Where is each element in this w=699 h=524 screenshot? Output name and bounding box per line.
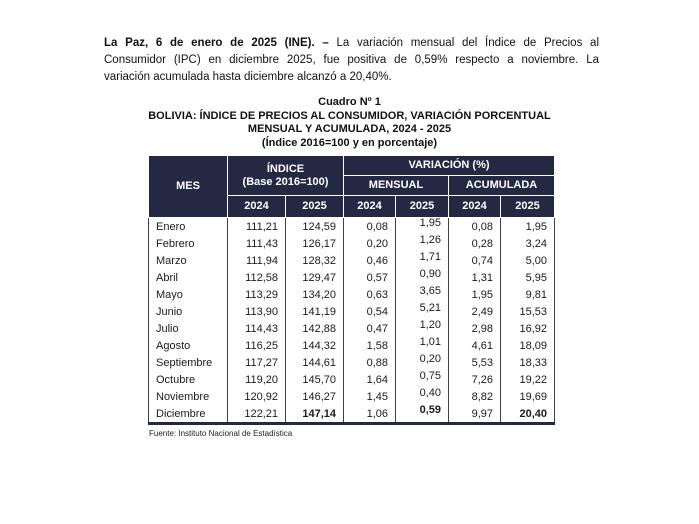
mensual-2024-cell: 0,20 (344, 235, 396, 252)
table-row (149, 269, 555, 286)
acumulada-2024-cell: 4,61 (449, 337, 501, 354)
indice-2025-cell: 147,14 (286, 405, 344, 424)
acumulada-2025-cell: 20,40 (501, 405, 555, 424)
header-year-mensual-2025: 2025 (396, 196, 449, 218)
mes-cell: Enero (149, 218, 228, 236)
mes-cell: Agosto (149, 337, 228, 354)
acumulada-2024-cell: 0,74 (449, 252, 501, 269)
source-note: Fuente: Instituto Nacional de Estadística (149, 429, 293, 438)
mensual-2024-cell: 0,63 (344, 286, 396, 303)
indice-2025-cell: 128,32 (286, 252, 344, 269)
table-row (149, 371, 555, 388)
mensual-2025-cell: 0,90 (396, 269, 449, 286)
acumulada-2024-cell: 0,28 (449, 235, 501, 252)
mes-cell: Abril (149, 269, 228, 286)
mensual-2024-cell: 1,45 (344, 388, 396, 405)
indice-2024-cell: 111,43 (228, 235, 286, 252)
table-row (149, 235, 555, 252)
mensual-2025-cell: 1,26 (396, 235, 449, 252)
indice-2024-cell: 122,21 (228, 405, 286, 424)
mensual-2024-cell: 0,08 (344, 218, 396, 236)
header-variacion: VARIACIÓN (%) (344, 156, 555, 176)
table-row (149, 388, 555, 405)
indice-2025-cell: 126,17 (286, 235, 344, 252)
mensual-2025-cell: 0,40 (396, 388, 449, 405)
mes-cell: Septiembre (149, 354, 228, 371)
mensual-2025-cell: 1,01 (396, 337, 449, 354)
acumulada-2024-cell: 1,95 (449, 286, 501, 303)
acumulada-2024-cell: 8,82 (449, 388, 501, 405)
table-row (149, 218, 555, 236)
mes-cell: Julio (149, 320, 228, 337)
table-subtitle: (Índice 2016=100 y en porcentaje) (261, 136, 438, 149)
header-indice-line2: (Base 2016=100) (242, 175, 329, 188)
header-year-indice-2024: 2024 (228, 196, 286, 218)
acumulada-2025-cell: 18,33 (501, 354, 555, 371)
acumulada-2024-cell: 2,49 (449, 303, 501, 320)
header-mensual: MENSUAL (344, 176, 449, 196)
mensual-2025-cell: 5,21 (396, 303, 449, 320)
mensual-2024-cell: 1,06 (344, 405, 396, 424)
table-row (149, 303, 555, 320)
table-row (149, 354, 555, 371)
indice-2025-cell: 134,20 (286, 286, 344, 303)
indice-2025-cell: 144,61 (286, 354, 344, 371)
mensual-2024-cell: 1,64 (344, 371, 396, 388)
header-year-mensual-2024: 2024 (344, 196, 396, 218)
table-row (149, 337, 555, 354)
mes-cell: Junio (149, 303, 228, 320)
table-row (149, 286, 555, 303)
mes-cell: Febrero (149, 235, 228, 252)
acumulada-2024-cell: 2,98 (449, 320, 501, 337)
table-number: Cuadro Nº 1 (318, 96, 381, 108)
header-indice-line1: ÍNDICE (266, 163, 305, 175)
intro-dateline: La Paz, 6 de enero de 2025 (INE). – (104, 36, 329, 49)
acumulada-2024-cell: 5,53 (449, 354, 501, 371)
indice-2024-cell: 114,43 (228, 320, 286, 337)
indice-2024-cell: 111,21 (228, 218, 286, 236)
mes-cell: Diciembre (149, 405, 228, 424)
header-indice (228, 156, 344, 196)
indice-2024-cell: 112,58 (228, 269, 286, 286)
indice-2024-cell: 113,90 (228, 303, 286, 320)
table-title-line-1: BOLIVIA: ÍNDICE DE PRECIOS AL CONSUMIDOR, VARIACIÓN PORCENTUAL (148, 109, 551, 122)
indice-2025-cell: 142,88 (286, 320, 344, 337)
table-row (149, 320, 555, 337)
acumulada-2024-cell: 1,31 (449, 269, 501, 286)
indice-2025-cell: 144,32 (286, 337, 344, 354)
acumulada-2025-cell: 18,09 (501, 337, 555, 354)
mensual-2025-cell: 1,20 (396, 320, 449, 337)
table-body (149, 218, 555, 424)
acumulada-2025-cell: 5,00 (501, 252, 555, 269)
mes-cell: Octubre (149, 371, 228, 388)
mensual-2024-cell: 0,88 (344, 354, 396, 371)
mensual-2024-cell: 0,47 (344, 320, 396, 337)
mensual-2025-cell: 1,71 (396, 252, 449, 269)
acumulada-2025-cell: 15,53 (501, 303, 555, 320)
table-row (149, 252, 555, 269)
indice-2024-cell: 111,94 (228, 252, 286, 269)
mensual-2025-cell: 1,95 (396, 218, 449, 236)
header-year-acumulada-2024: 2024 (449, 196, 501, 218)
intro-line-1-text: La variación mensual del Índice de Precios al (328, 36, 599, 49)
acumulada-2024-cell: 0,08 (449, 218, 501, 236)
acumulada-2025-cell: 19,22 (501, 371, 555, 388)
mes-cell: Marzo (149, 252, 228, 269)
mensual-2024-cell: 1,58 (344, 337, 396, 354)
indice-2025-cell: 141,19 (286, 303, 344, 320)
indice-2025-cell: 124,59 (286, 218, 344, 236)
mensual-2024-cell: 0,54 (344, 303, 396, 320)
intro-paragraph (104, 35, 599, 87)
indice-2024-cell: 113,29 (228, 286, 286, 303)
mensual-2025-cell: 0,20 (396, 354, 449, 371)
acumulada-2025-cell: 9,81 (501, 286, 555, 303)
acumulada-2025-cell: 16,92 (501, 320, 555, 337)
indice-2025-cell: 146,27 (286, 388, 344, 405)
ipc-table (148, 155, 555, 425)
header-year-acumulada-2025: 2025 (501, 196, 555, 218)
acumulada-2024-cell: 7,26 (449, 371, 501, 388)
table-row (149, 405, 555, 424)
header-acumulada: ACUMULADA (449, 176, 555, 196)
acumulada-2025-cell: 1,95 (501, 218, 555, 236)
mes-cell: Mayo (149, 286, 228, 303)
indice-2024-cell: 120,92 (228, 388, 286, 405)
indice-2025-cell: 145,70 (286, 371, 344, 388)
table-title-block (0, 96, 699, 150)
acumulada-2025-cell: 19,69 (501, 388, 555, 405)
mes-cell: Noviembre (149, 388, 228, 405)
indice-2024-cell: 116,25 (228, 337, 286, 354)
indice-2024-cell: 119,20 (228, 371, 286, 388)
mensual-2025-cell: 0,59 (396, 405, 449, 424)
mensual-2024-cell: 0,57 (344, 269, 396, 286)
acumulada-2024-cell: 9,97 (449, 405, 501, 424)
intro-line-3: variación acumulada hasta diciembre alcanzó a 20,40%. (104, 71, 392, 84)
mensual-2024-cell: 0,46 (344, 252, 396, 269)
acumulada-2025-cell: 5,95 (501, 269, 555, 286)
header-mes: MES (149, 156, 228, 218)
mensual-2025-cell: 0,75 (396, 371, 449, 388)
intro-line-2: Consumidor (IPC) en diciembre 2025, fue positiva de 0,59% respecto a noviembre. La (104, 53, 599, 66)
indice-2025-cell: 129,47 (286, 269, 344, 286)
mensual-2025-cell: 3,65 (396, 286, 449, 303)
indice-2024-cell: 117,27 (228, 354, 286, 371)
acumulada-2025-cell: 3,24 (501, 235, 555, 252)
intro-line-1 (104, 35, 599, 52)
table-title-line-2: MENSUAL Y ACUMULADA, 2024 - 2025 (247, 123, 452, 136)
header-year-indice-2025: 2025 (286, 196, 344, 218)
